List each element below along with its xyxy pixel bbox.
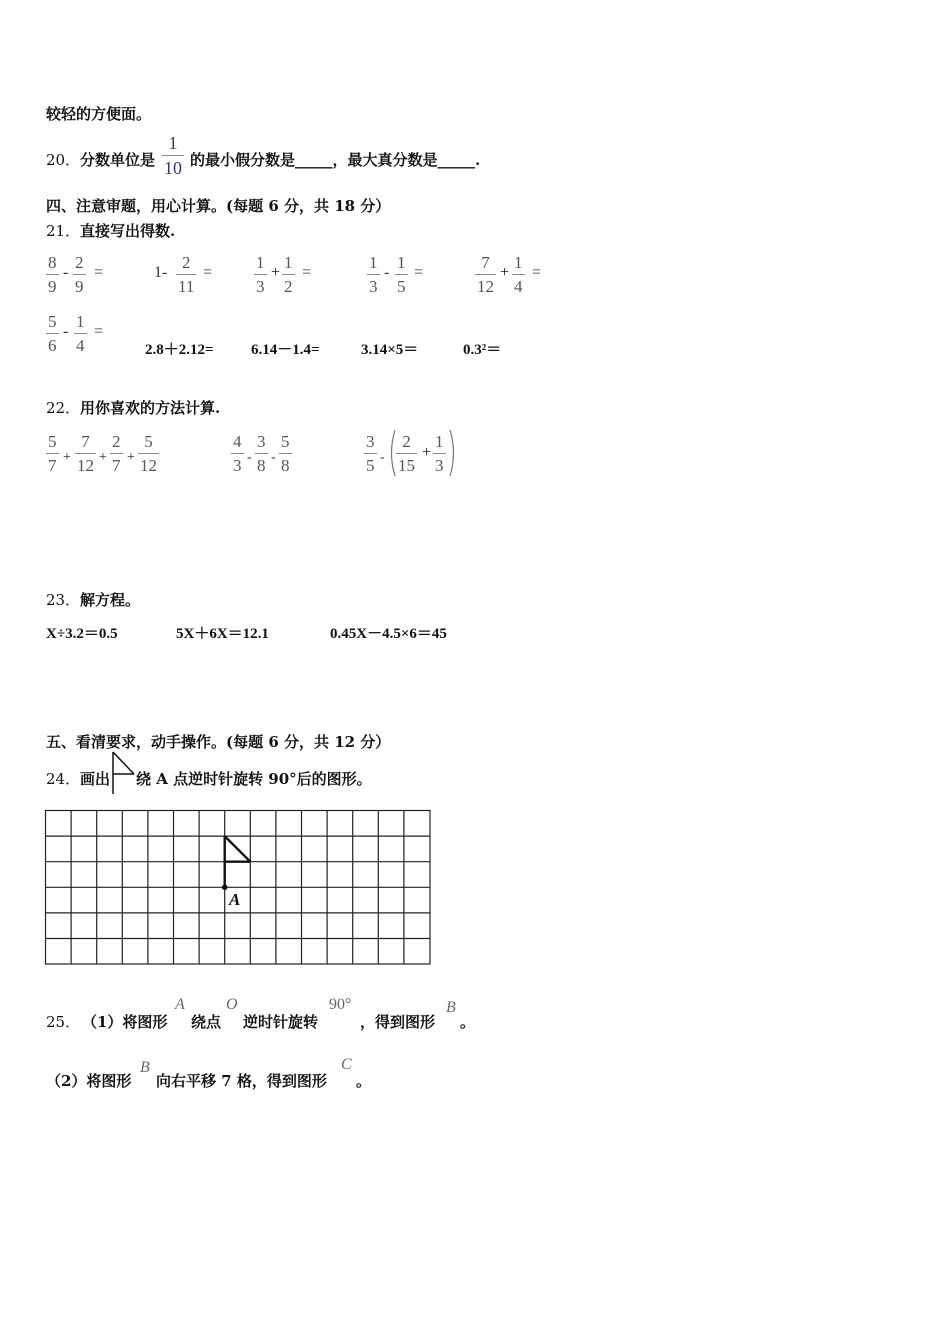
operator: +	[127, 450, 135, 465]
q20-number: 20．	[46, 151, 81, 169]
numerator: 7	[81, 432, 90, 451]
q25-part1-b: 绕点	[191, 1013, 222, 1031]
q25-part1-c: 逆时针旋转	[243, 1013, 319, 1031]
equals-sign: =	[302, 264, 312, 281]
numerator: 5	[144, 432, 153, 451]
fraction	[282, 254, 295, 295]
fraction	[512, 254, 525, 295]
q21-item-multiply: 3.14×5＝	[361, 342, 419, 358]
prefix: 1-	[154, 264, 168, 281]
q21-item-square: 0.3²＝	[463, 342, 502, 358]
numerator: 7	[481, 253, 490, 272]
q23-number: 23．	[46, 591, 81, 609]
fraction	[138, 433, 159, 474]
figure-b-symbol: B	[446, 999, 456, 1016]
q24-text-before: 画出	[80, 770, 111, 788]
denominator: 8	[257, 456, 266, 475]
operator: -	[271, 450, 276, 465]
continued-text: 较轻的方便面。	[46, 105, 152, 123]
operator: +	[500, 264, 510, 281]
figure-b-symbol-2: B	[140, 1059, 150, 1076]
equals-sign: =	[532, 264, 542, 281]
section-4-title: 四、注意审题，用心计算。(每题 6 分，共 18 分）	[46, 197, 391, 215]
numerator: 1	[284, 253, 293, 272]
numerator: 1	[76, 312, 85, 331]
denominator: 9	[75, 277, 84, 296]
numerator: 1	[168, 133, 178, 153]
fraction	[75, 433, 96, 474]
q22-prompt: 用你喜欢的方法计算.	[80, 399, 221, 417]
operator: -	[63, 323, 69, 340]
fraction	[396, 433, 417, 474]
numerator: 5	[48, 432, 57, 451]
numerator: 2	[112, 432, 121, 451]
equals-sign: =	[203, 264, 213, 281]
numerator: 1	[514, 253, 523, 272]
denominator: 7	[48, 456, 57, 475]
fraction	[176, 254, 196, 295]
denominator: 4	[76, 336, 85, 355]
q25-part1-d: ，得到图形	[360, 1013, 436, 1031]
equation-2: 5X＋6X＝12.1	[176, 626, 269, 642]
fraction	[110, 433, 123, 474]
denominator: 12	[77, 456, 94, 475]
operator: +	[422, 444, 432, 461]
numerator: 5	[48, 312, 57, 331]
numerator: 2	[181, 253, 191, 272]
denominator: 5	[366, 456, 375, 475]
q21-number: 21．	[46, 222, 81, 240]
q25-part1-a: （1）将图形	[82, 1013, 168, 1031]
operator: -	[63, 264, 69, 281]
equation-3: 0.45X－4.5×6＝45	[330, 626, 447, 642]
denominator: 4	[514, 277, 523, 296]
right-paren-icon	[448, 428, 458, 478]
numerator: 3	[257, 432, 266, 451]
denominator: 15	[398, 456, 415, 475]
angle-symbol: 90°	[329, 996, 352, 1013]
denominator: 10	[164, 158, 182, 178]
fraction	[46, 313, 59, 354]
fraction	[46, 254, 59, 295]
q25-part2-b: 向右平移 7 格，得到图形	[156, 1072, 327, 1090]
q25-number: 25．	[46, 1013, 81, 1031]
q21-item-decimal-sub: 6.14－1.4=	[251, 342, 320, 358]
point-a-label: A	[229, 890, 241, 909]
numerator: 1	[435, 432, 444, 451]
operator: -	[380, 450, 385, 465]
equation-1: X÷3.2＝0.5	[46, 626, 118, 642]
denominator: 6	[48, 336, 57, 355]
numerator: 1	[256, 253, 265, 272]
fraction	[73, 254, 86, 295]
flag-figure	[225, 836, 251, 887]
equals-sign: =	[94, 323, 104, 340]
fraction	[395, 254, 408, 295]
q25-part2-a: （2）将图形	[46, 1072, 132, 1090]
numerator: 1	[369, 253, 378, 272]
q21-item-decimal-add: 2.8＋2.12=	[145, 342, 214, 358]
fraction	[255, 433, 268, 474]
denominator: 3	[435, 456, 444, 475]
q24-number: 24．	[46, 770, 81, 788]
section-5-title: 五、看清要求，动手操作。(每题 6 分，共 12 分）	[46, 733, 391, 751]
operator: +	[63, 450, 71, 465]
numerator: 8	[48, 253, 57, 272]
equals-sign: =	[414, 264, 424, 281]
denominator: 2	[284, 277, 293, 296]
numerator: 2	[75, 253, 84, 272]
numerator: 4	[233, 432, 242, 451]
q23-prompt: 解方程。	[80, 591, 141, 609]
q24-text-after: 绕 A 点逆时针旋转 90°后的图形。	[136, 770, 372, 788]
q20-text-before: 分数单位是	[80, 151, 156, 169]
fraction	[74, 313, 87, 354]
fraction	[46, 433, 59, 474]
operator: +	[271, 264, 281, 281]
denominator: 8	[281, 456, 290, 475]
fraction	[364, 433, 377, 474]
denominator: 7	[112, 456, 121, 475]
fraction	[367, 254, 380, 295]
denominator: 5	[397, 277, 406, 296]
q20-fraction	[162, 134, 184, 177]
denominator: 12	[140, 456, 157, 475]
q20-text-after: 的最小假分数是_____，最大真分数是_____.	[190, 151, 481, 169]
denominator: 3	[256, 277, 265, 296]
operator: -	[247, 450, 252, 465]
flag-shape-icon	[110, 750, 136, 796]
denominator: 11	[178, 277, 195, 296]
denominator: 3	[369, 277, 378, 296]
point-o-symbol: O	[226, 996, 238, 1013]
numerator: 2	[402, 432, 411, 451]
denominator: 3	[233, 456, 242, 475]
fraction	[279, 433, 292, 474]
fraction	[475, 254, 496, 295]
q25-part1-end: 。	[460, 1013, 476, 1031]
q25-part2-end: 。	[356, 1072, 372, 1090]
figure-a-symbol: A	[175, 996, 185, 1013]
point-a-dot	[222, 885, 228, 891]
q24-grid	[44, 809, 434, 969]
fraction	[231, 433, 244, 474]
numerator: 3	[366, 432, 375, 451]
numerator: 1	[397, 253, 406, 272]
q22-number: 22．	[46, 399, 81, 417]
numerator: 5	[281, 432, 290, 451]
figure-c-symbol: C	[341, 1056, 352, 1073]
fraction	[254, 254, 267, 295]
grid-lines	[46, 811, 431, 965]
operator: +	[99, 450, 107, 465]
q21-prompt: 直接写出得数.	[80, 222, 176, 240]
equals-sign: =	[94, 264, 104, 281]
fraction	[433, 433, 446, 474]
denominator: 9	[48, 277, 57, 296]
operator: -	[384, 264, 390, 281]
denominator: 12	[477, 277, 494, 296]
